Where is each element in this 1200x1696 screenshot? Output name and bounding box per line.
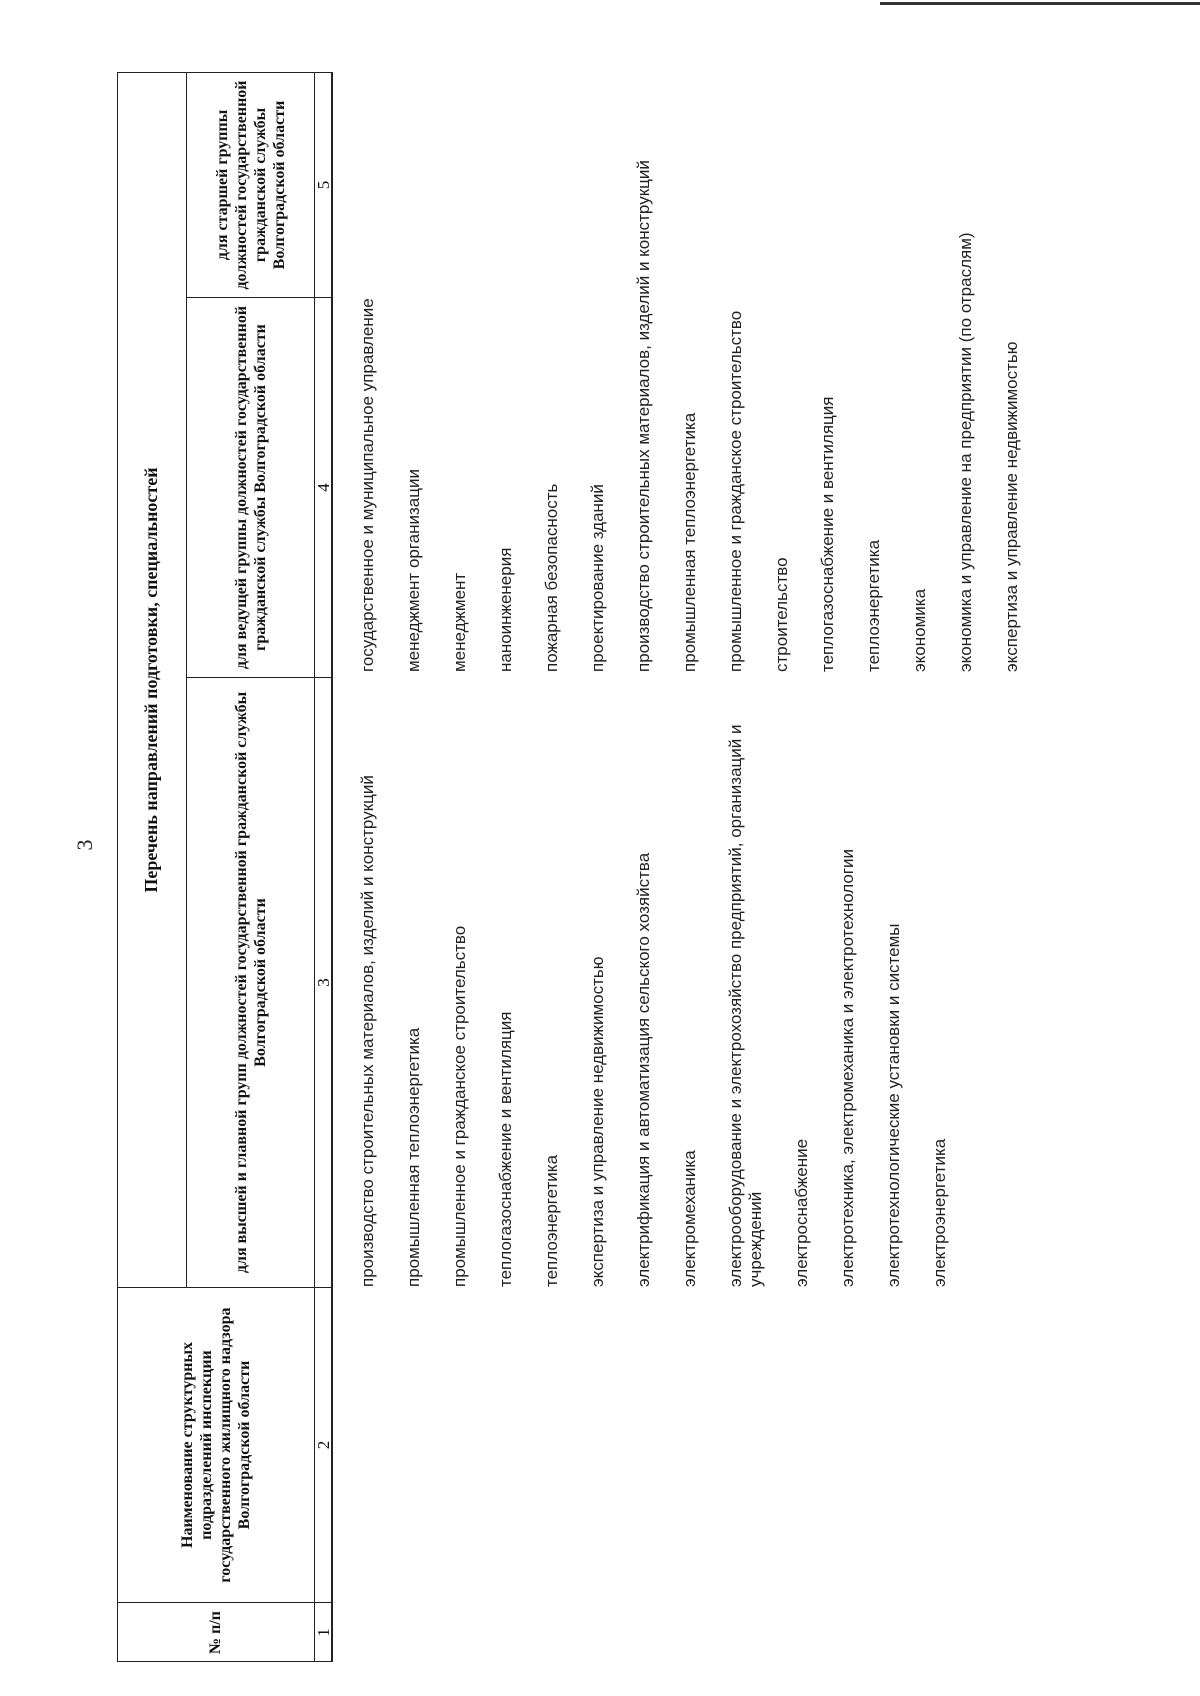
list-item: электроэнергетика <box>930 1138 949 1287</box>
column-3-list <box>358 677 976 1287</box>
list-item: производство строительных материалов, изделий и конструкций <box>358 775 377 1287</box>
list-item: теплогазоснабжение и вентиляция <box>818 396 837 672</box>
header-col3: для высшей и главной групп должностей государственной гражданской службы Волгоградской области <box>187 677 315 1287</box>
col-number-2: 2 <box>315 1287 332 1602</box>
rotated-table <box>117 72 1177 1662</box>
list-item: теплоэнергетика <box>542 1154 561 1287</box>
col-number-4: 4 <box>315 297 332 677</box>
list-item: менеджмент <box>450 572 469 672</box>
list-item: электрооборудование и электрохозяйство предприятий, организаций и учреждений <box>726 724 765 1287</box>
col-number-3: 3 <box>315 677 332 1287</box>
list-item: электротехнологические установки и системы <box>884 923 903 1287</box>
list-item: электрификация и автоматизация сельского хозяйства <box>634 852 653 1287</box>
list-item: теплогазоснабжение и вентиляция <box>496 1011 515 1287</box>
list-item: промышленное и гражданское строительство <box>726 310 745 672</box>
scan-edge-line <box>880 2 1200 5</box>
list-item: экономика и управление на предприятии (по отраслям) <box>956 232 975 672</box>
list-item: экспертиза и управление недвижимостью <box>1002 341 1021 672</box>
col-number-5: 5 <box>315 72 332 297</box>
list-item: электроснабжение <box>792 1138 811 1287</box>
list-item: промышленная теплоэнергетика <box>680 412 699 672</box>
list-item: экономика <box>910 588 929 672</box>
list-item: экспертиза и управление недвижимостью <box>588 956 607 1287</box>
list-item: теплоэнергетика <box>864 539 883 672</box>
list-item: государственное и муниципальное управление <box>358 298 377 672</box>
header-col5: для старшей группы должностей государственной гражданской службы Волгоградской области <box>187 72 315 297</box>
col-number-1: 1 <box>315 1602 332 1662</box>
page-number: 3 <box>72 839 97 851</box>
list-item: строительство <box>772 557 791 672</box>
list-item: электротехника, электромеханика и электротехнологии <box>838 848 857 1287</box>
list-item: наноинженерия <box>496 547 515 672</box>
list-item: пожарная безопасность <box>542 483 561 672</box>
list-item: производство строительных материалов, изделий и конструкций <box>634 160 653 672</box>
table-body-top-rule <box>332 72 333 1662</box>
list-item: электромеханика <box>680 1150 699 1287</box>
header-col4: для ведущей группы должностей государственной гражданской службы Волгоградской области <box>187 297 315 677</box>
list-item: промышленное и гражданское строительство <box>450 925 469 1287</box>
column-4-list <box>358 82 1048 672</box>
header-col1: № п/п <box>117 1602 315 1662</box>
list-item: проектирование зданий <box>588 484 607 672</box>
header-col2: Наименование структурных подразделений инспекции государственного жилищного надзора Волгоградской области <box>117 1287 315 1602</box>
table-header <box>117 72 332 1662</box>
header-group: Перечень направлений подготовки, специальностей <box>117 72 187 1287</box>
table-body <box>332 72 1177 1662</box>
list-item: промышленная теплоэнергетика <box>404 1027 423 1287</box>
list-item: менеджмент организации <box>404 469 423 672</box>
